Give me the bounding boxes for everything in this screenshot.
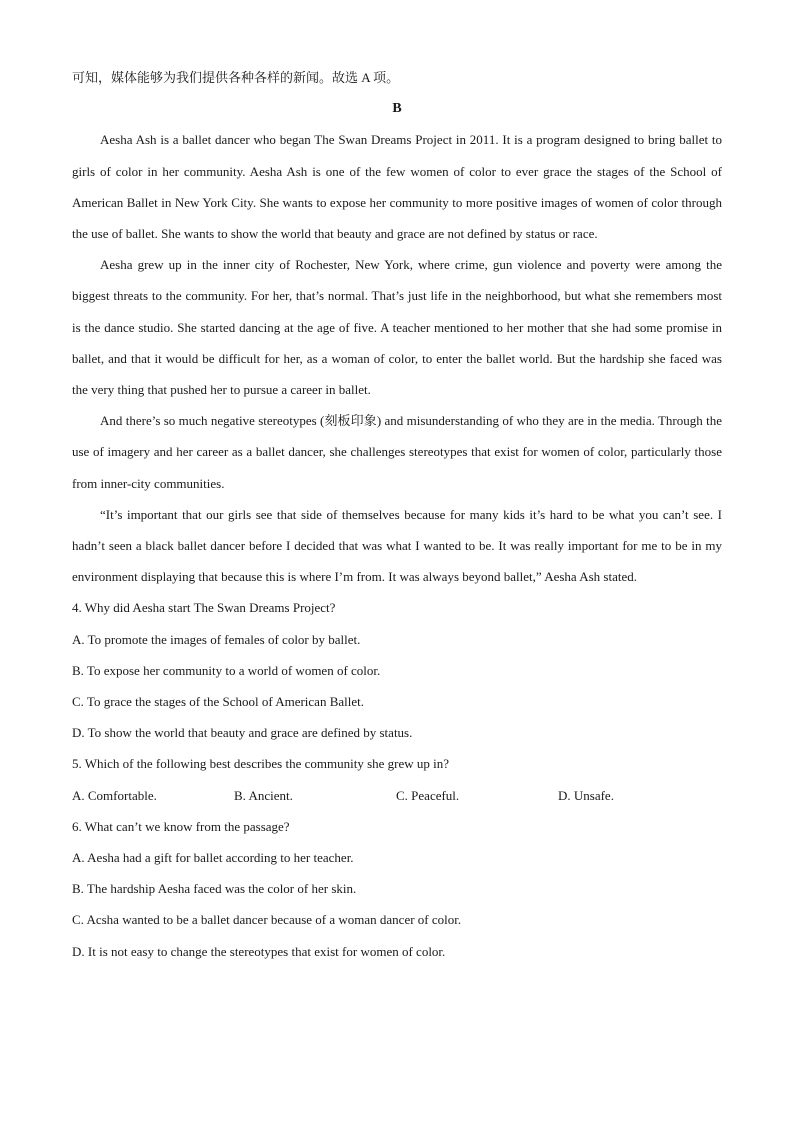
- question-4-option-b: B. To expose her community to a world of women of color.: [72, 662, 381, 678]
- question-5-options: [72, 780, 722, 811]
- passage-paragraph-1: Aesha Ash is a ballet dancer who began The Swan Dreams Project in 2011. It is a program designed to bring ballet to girls of color in her community. Aesha Ash is one of the few women of color to ever grace the stages of the School of American Ballet in New York City. She wants to expose her community to more positive images of women of color through the use of ballet. She wants to show the world that beauty and grace are not defined by status or race.: [72, 132, 722, 242]
- question-5-option-d: D. Unsafe.: [558, 787, 614, 803]
- passage-paragraph-2: Aesha grew up in the inner city of Rochester, New York, where crime, gun violence and poverty were among the biggest threats to the community. For her, that’s normal. That’s just life in the neighborhood, but what she remembers most is the dance studio. She started dancing at the age of five. A teacher mentioned to her mother that she had some promise in ballet, and that it would be difficult for her, as a woman of color, to enter the ballet world. But the hardship she faced was the very thing that pushed her to pursue a career in ballet.: [72, 257, 722, 398]
- question-5-option-b: B. Ancient.: [234, 787, 293, 803]
- reading-passage: [72, 124, 722, 592]
- passage-paragraph-3: And there’s so much negative stereotypes (刻板印象) and misunderstanding of who they are in the media. Through the use of imagery and her career as a ballet dancer, she challenges stereotypes that exist for women of color, particularly those from inner-city communities.: [72, 413, 722, 491]
- section-heading: B: [392, 101, 402, 117]
- question-6-stem: 6. What can’t we know from the passage?: [72, 818, 290, 834]
- question-4-stem: 4. Why did Aesha start The Swan Dreams Project?: [72, 600, 336, 616]
- question-4-option-a: A. To promote the images of females of color by ballet.: [72, 631, 361, 647]
- question-6-option-b: B. The hardship Aesha faced was the color of her skin.: [72, 881, 357, 897]
- passage-paragraph-4: “It’s important that our girls see that side of themselves because for many kids it’s hard to be what you can’t see. I hadn’t seen a black ballet dancer before I decided that was what I wanted to be. It was really important for me to be in my environment displaying that because this is where I’m from. It was always beyond ballet,” Aesha Ash stated.: [72, 506, 722, 585]
- question-4: [72, 592, 722, 748]
- question-5-option-c: C. Peaceful.: [396, 787, 460, 803]
- question-5-stem: 5. Which of the following best describes the community she grew up in?: [72, 756, 450, 772]
- question-4-option-d: D. To show the world that beauty and grace are defined by status.: [72, 725, 413, 741]
- question-6-option-d: D. It is not easy to change the stereotypes that exist for women of color.: [72, 943, 446, 959]
- previous-answer-explanation: 可知，媒体能够为我们提供各种各样的新闻。故选 A 项。: [72, 70, 400, 85]
- question-6-option-c: C. Acsha wanted to be a ballet dancer because of a woman dancer of color.: [72, 912, 462, 928]
- question-6-option-a: A. Aesha had a gift for ballet according to her teacher.: [72, 850, 354, 866]
- question-5: [72, 748, 722, 810]
- document-page: [72, 62, 722, 967]
- question-4-option-c: C. To grace the stages of the School of American Ballet.: [72, 694, 364, 710]
- question-6: [72, 811, 722, 967]
- question-5-option-a: A. Comfortable.: [72, 787, 157, 803]
